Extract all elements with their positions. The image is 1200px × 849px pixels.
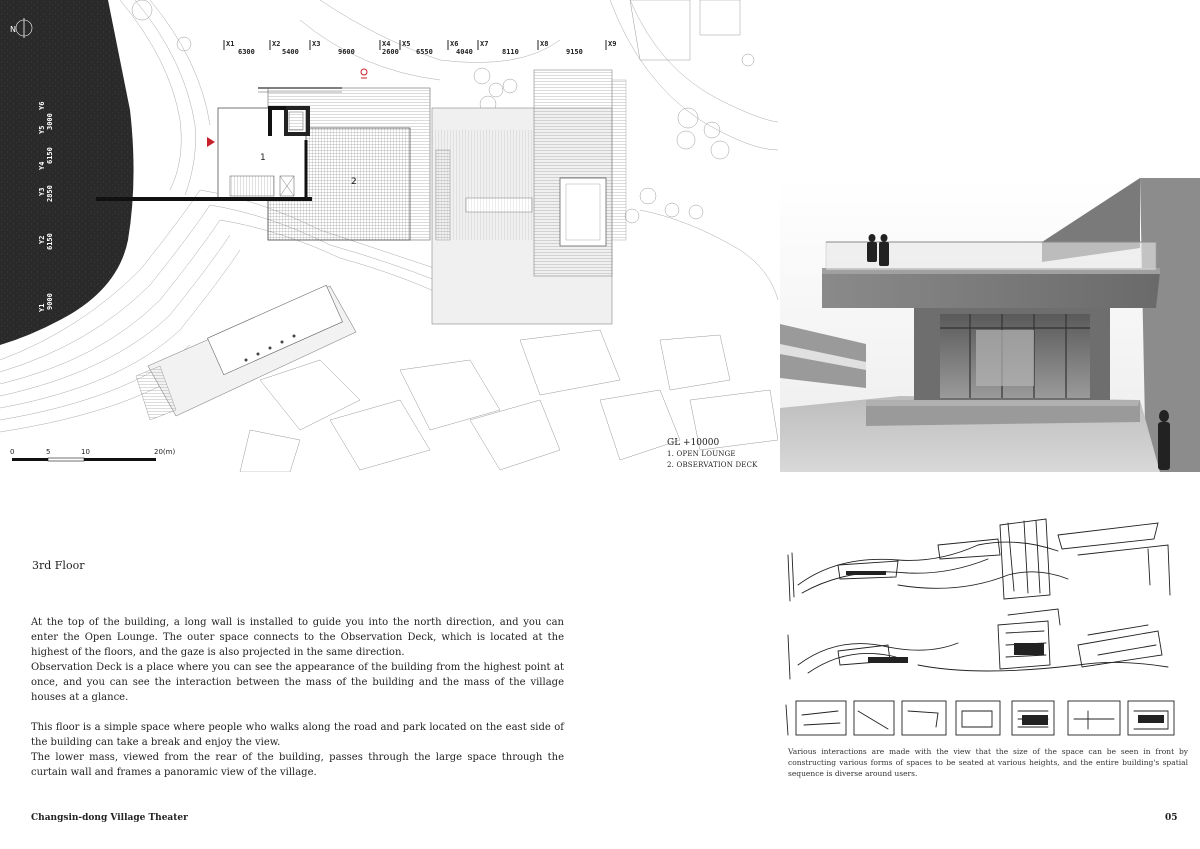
grid-label: Y4 [38,161,46,170]
dim-label: 9150 [566,48,583,56]
body-paragraph: The lower mass, viewed from the rear of the building, passes through the large space through the curtain wall and frames a panoramic view of the village. [31,752,564,778]
body-paragraph: This floor is a simple space where people who walks along the road and park located on the east side of the building can take a break and enjoy the view. [31,722,564,748]
entry-arrow-icon [207,137,215,147]
legend-item: 2. OBSERVATION DECK [667,461,758,469]
grid-label: Y2 [38,235,46,244]
grid-label: X9 [608,40,617,48]
grid-label: X6 [450,40,459,48]
room-number: 1 [260,153,266,163]
lower-mass [136,285,356,420]
grid-label: X3 [312,40,321,48]
scale-label: 20(m) [154,448,176,456]
sketch-caption: Various interactions are made with the view that the size of the space can be seen in front by constructing various forms of spaces to be seated at various heights, and the entire building's spatial sequence is diverse around users. [788,747,1188,778]
dim-label: 4040 [456,48,473,56]
plan-legend [667,438,758,471]
location-pin-icon [361,69,367,78]
body-paragraph: At the top of the building, a long wall is installed to guide you into the north direction, and you can enter the Open Lounge. The outer space connects to the Observation Deck, which is located at the highest of the floors, and the gaze is also projected in the same direction. [31,617,564,658]
north-label: N [10,25,16,34]
right-mass [432,70,626,324]
grid-label: Y1 [38,303,46,312]
scale-label: 0 [10,448,15,456]
building-render [780,178,1200,472]
dim-label: 6550 [416,48,433,56]
dim-label: 6150 [46,233,54,250]
grid-label: Y5 [38,125,46,134]
dim-label: 2600 [382,48,399,56]
scale-bar [10,448,175,461]
floor-level: GL +10000 [667,438,720,448]
scale-label: 5 [46,448,51,456]
grid-label: X2 [272,40,281,48]
dim-label: 8110 [502,48,519,56]
room-number: 2 [351,177,357,187]
footer-project-title: Changsin-dong Village Theater [31,813,188,823]
grid-label: X1 [226,40,235,48]
dim-label: 3000 [46,113,54,130]
grid-label: Y6 [38,101,46,110]
legend-item: 1. OPEN LOUNGE [667,450,736,458]
section-title: 3rd Floor [32,559,85,572]
grid-label: X5 [402,40,411,48]
dim-label: 5400 [282,48,299,56]
grid-label: X8 [540,40,549,48]
body-text [31,615,564,780]
grid-label: X4 [382,40,391,48]
dim-label: 6300 [238,48,255,56]
hillside-mass [0,0,134,345]
dim-label: 2850 [46,185,54,202]
page-number: 05 [1165,813,1178,823]
grid-label: Y3 [38,187,46,196]
dim-label: 9000 [46,293,54,310]
grid-label: X7 [480,40,489,48]
dim-label: 9600 [338,48,355,56]
main-building [96,88,450,240]
concept-sketches [778,515,1200,740]
scale-label: 10 [81,448,90,456]
floor-plan [0,0,778,472]
dim-label: 6150 [46,147,54,164]
body-paragraph: Observation Deck is a place where you can see the appearance of the building from the highest point at once, and you can see the interaction between the mass of the building and the mass of the village houses at a glance. [31,662,564,703]
